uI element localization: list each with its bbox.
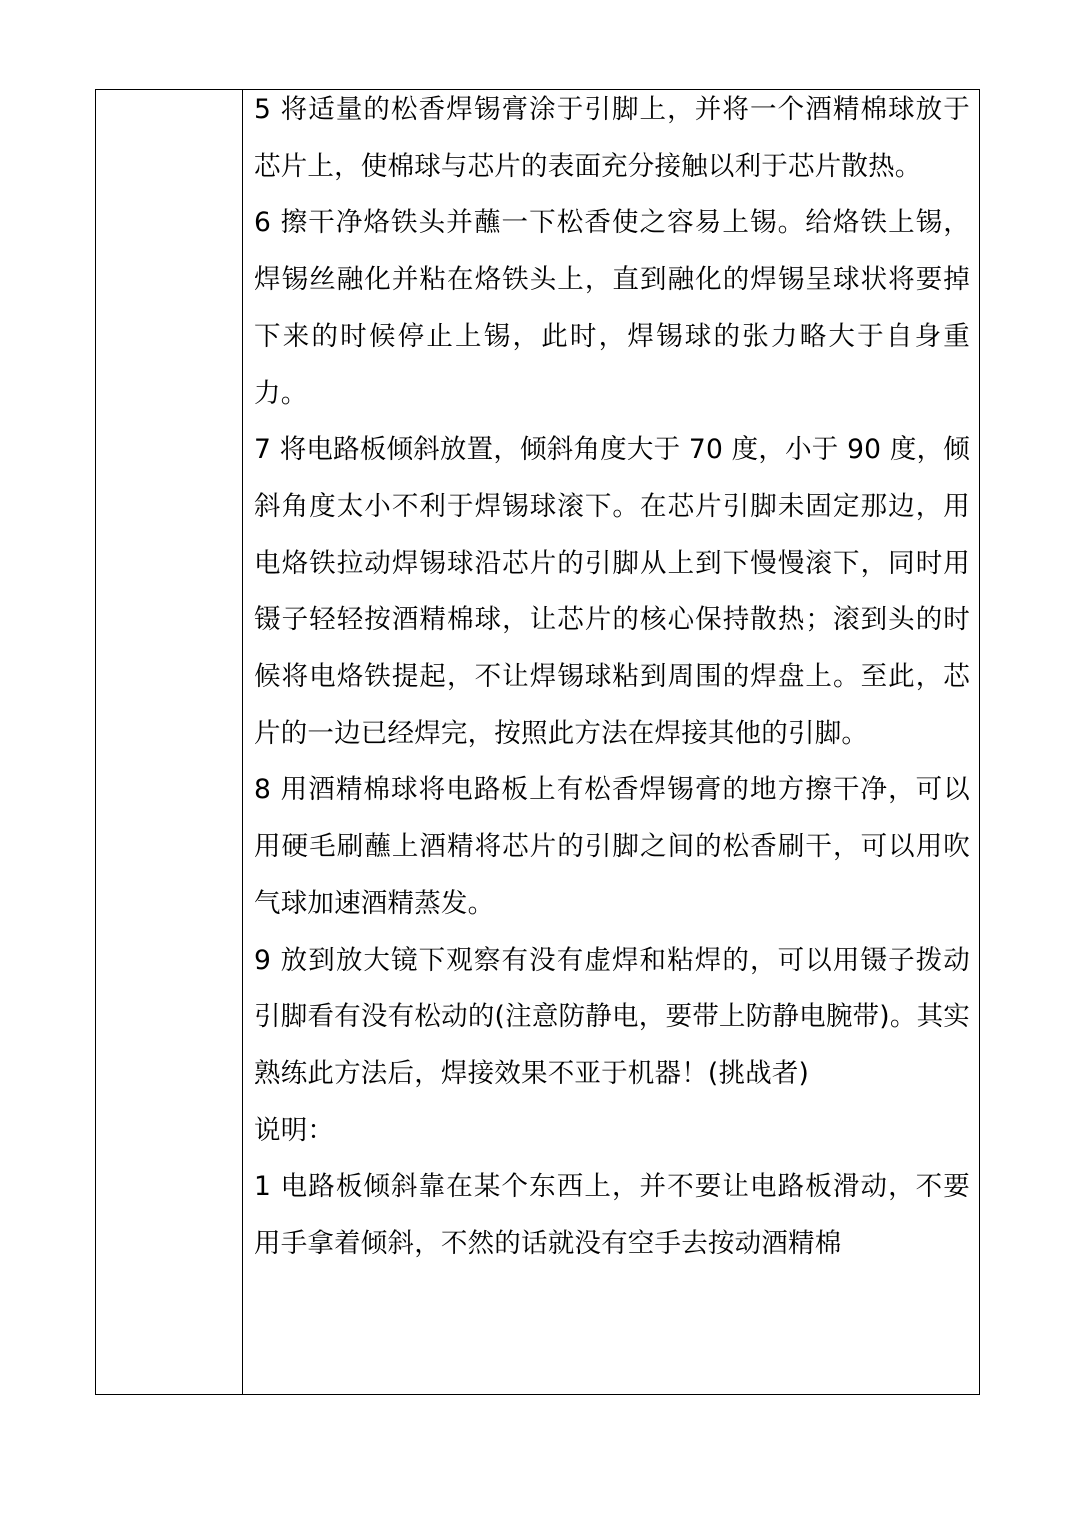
notes-heading: 说明：	[254, 1114, 335, 1146]
step-5-paragraph: 5 将适量的松香焊锡膏涂于引脚上，并将一个酒精棉球放于芯片上，使棉球与芯片的表面充分接触以利于芯片散热。	[254, 94, 970, 182]
note-1-paragraph: 1 电路板倾斜靠在某个东西上，并不要让电路板滑动，不要用手拿着倾斜，不然的话就没有空手去按动酒精棉	[254, 1171, 970, 1260]
step-6-paragraph: 6 擦干净烙铁头并蘸一下松香使之容易上锡。给烙铁上锡，焊锡丝融化并粘在烙铁头上，直到融化的焊锡呈球状将要掉下来的时候停止上锡，此时，焊锡球的张力略大于自身重力。	[254, 207, 970, 409]
step-8-paragraph: 8 用酒精棉球将电路板上有松香焊锡膏的地方擦干净，可以用硬毛刷蘸上酒精将芯片的引脚之间的松香刷干，可以用吹气球加速酒精蒸发。	[254, 774, 970, 919]
table-left-cell	[96, 90, 243, 1394]
instructions-content	[254, 90, 970, 1273]
step-9-paragraph: 9 放到放大镜下观察有没有虚焊和粘焊的，可以用镊子拨动引脚看有没有松动的(注意防静电，要带上防静电腕带)。其实熟练此方法后，焊接效果不亚于机器！(挑战者)	[254, 944, 970, 1089]
document-table	[95, 89, 980, 1395]
table-right-cell	[243, 90, 979, 1394]
step-7-paragraph: 7 将电路板倾斜放置，倾斜角度大于 70 度，小于 90 度，倾斜角度太小不利于焊锡球滚下。在芯片引脚未固定那边，用电烙铁拉动焊锡球沿芯片的引脚从上到下慢慢滚下，同时用镊子轻轻按酒精棉球，让芯片的核心保持散热；滚到头的时候将电烙铁提起，不让焊锡球粘到周围的焊盘上。至此，芯片的一边已经焊完，按照此方法在焊接其他的引脚。	[254, 434, 970, 749]
